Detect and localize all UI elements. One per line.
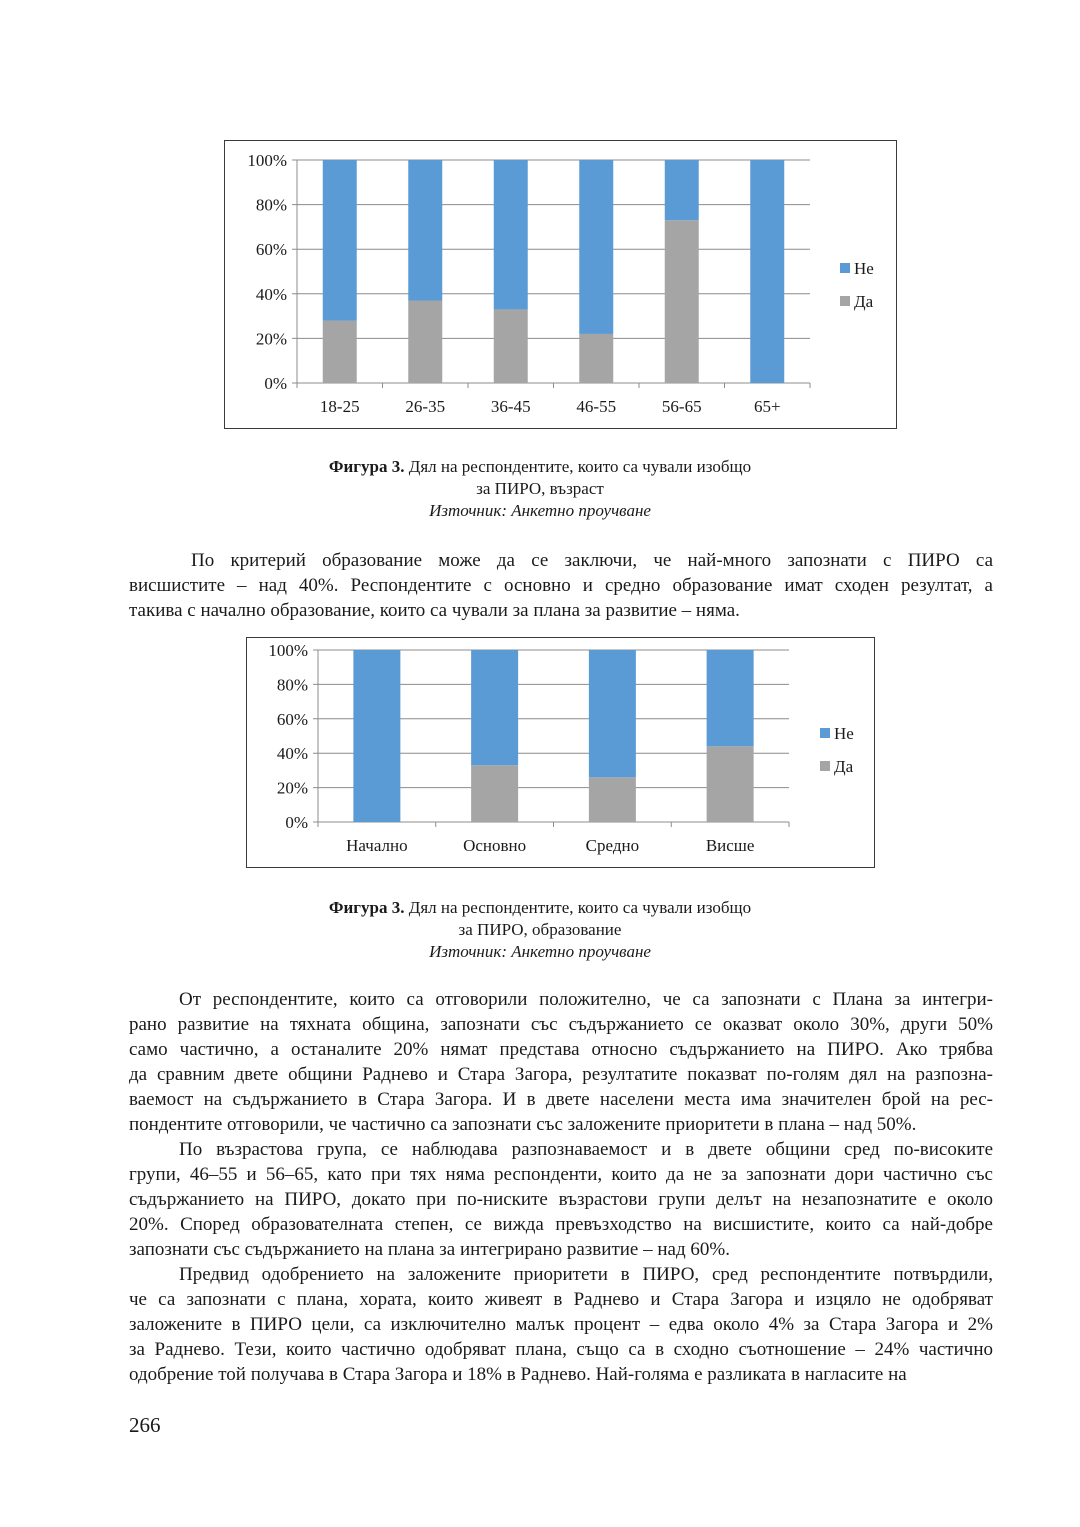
bar-segment-da	[323, 321, 357, 383]
text-line: 20%. Според образователната степен, се вижда превъзходство на висшистите, които са най-добре	[129, 1214, 993, 1235]
text-line: пондентите отговорили, че частично са запознати със заложените приоритети в плана – над 50%.	[129, 1114, 917, 1135]
legend-label: Не	[834, 724, 854, 743]
bar-segment-da	[707, 746, 754, 822]
x-tick-label: Средно	[585, 836, 640, 855]
figure-source: Източник: Анкетно проучване	[429, 501, 651, 520]
figure-title-line2: за ПИРО, образование	[458, 920, 622, 939]
figure-caption-education	[0, 897, 1080, 963]
y-tick-label: 20%	[255, 329, 287, 349]
x-tick-label: 18-25	[319, 397, 360, 416]
paragraph-education-intro	[129, 548, 993, 623]
bar-segment-ne	[494, 160, 528, 309]
x-tick-label: 26-35	[405, 397, 446, 416]
bar-segment-ne	[589, 650, 636, 777]
y-tick-label: 100%	[247, 151, 287, 170]
bar-segment-ne	[665, 160, 699, 220]
bar-segment-ne	[579, 160, 613, 334]
x-tick-label: 56-65	[661, 397, 702, 416]
legend-label: Да	[854, 292, 874, 311]
figure-label: Фигура 3.	[328, 898, 405, 917]
text-line: само частично, а останалите 20% нямат представа относно съдържанието на ПИРО. Ако трябва	[129, 1039, 993, 1060]
figure-label: Фигура 3.	[328, 457, 405, 476]
bar-segment-da	[589, 777, 636, 822]
text-line: групи, 46–55 и 56–65, като при тях няма респонденти, които да не за запознати дори частично със	[129, 1164, 993, 1185]
legend-label: Не	[854, 259, 874, 278]
text-line: По критерий образование може да се заключи, че най-много запознати с ПИРО са	[191, 550, 993, 571]
paragraph-approval	[129, 1262, 993, 1387]
text-line: ваемост на съдържанието в Стара Загора. И в двете населени места има значителен брой на рес-	[129, 1089, 993, 1110]
text-line: Предвид одобрението на заложените приоритети в ПИРО, сред респондентите потвърдили,	[179, 1264, 993, 1285]
legend-swatch	[840, 296, 850, 306]
text-line: за Раднево. Тези, които частично одобряват плана, също са в сходно съотношение – 24% частично	[129, 1339, 993, 1360]
bar-segment-ne	[750, 160, 784, 383]
figure-title-line2: за ПИРО, възраст	[476, 479, 604, 498]
bar-segment-ne	[353, 650, 400, 822]
y-tick-label: 40%	[276, 744, 308, 764]
paragraph-content-awareness	[129, 987, 993, 1137]
legend-swatch	[840, 263, 850, 273]
bar-segment-ne	[707, 650, 754, 746]
figure-title-line1: Дял на респондентите, които са чували изобщо	[404, 898, 752, 917]
text-line: да сравним двете общини Раднево и Стара Загора, резултатите показват по-голям дял на разпозна-	[129, 1064, 993, 1085]
paragraph-age-education	[129, 1137, 993, 1262]
figure-source: Източник: Анкетно проучване	[429, 942, 651, 961]
bar-segment-da	[408, 300, 442, 383]
y-tick-label: 80%	[276, 675, 308, 695]
chart-education	[247, 638, 876, 869]
chart-education-frame	[246, 637, 875, 868]
y-tick-label: 60%	[255, 240, 287, 260]
text-line: такива с начално образование, които са чували за плана за развитие – няма.	[129, 600, 740, 621]
x-tick-label: Висше	[705, 836, 755, 855]
text-line: заложените в ПИРО цели, са изключително малък процент – едва около 4% за Стара Загора и 2%	[129, 1314, 993, 1335]
text-line: съдържанието на ПИРО, докато при по-ниските възрастови групи делът на незапознатите е около	[129, 1189, 993, 1210]
y-tick-label: 40%	[255, 284, 287, 304]
chart-age	[225, 141, 898, 430]
text-line: запознати със съдържанието на плана за интегрирано развитие – над 60%.	[129, 1239, 730, 1260]
x-tick-label: 36-45	[490, 397, 531, 416]
text-line: висшистите – над 40%. Респондентите с основно и средно образование имат сходен резултат, а	[129, 575, 993, 596]
text-line: рано развитие на тяхната община, запознати със съдържанието се оказват около 30%, други 50%	[129, 1014, 993, 1035]
bar-segment-ne	[323, 160, 357, 321]
x-tick-label: 65+	[753, 397, 781, 416]
y-tick-label: 100%	[268, 641, 308, 660]
x-tick-label: 46-55	[576, 397, 617, 416]
page-number: 266	[129, 1413, 161, 1437]
figure-title-line1: Дял на респондентите, които са чували изобщо	[404, 457, 752, 476]
y-tick-label: 60%	[276, 709, 308, 729]
bar-segment-ne	[408, 160, 442, 300]
x-tick-label: Начално	[346, 836, 408, 855]
bar-segment-da	[579, 334, 613, 383]
text-line: че са запознати с плана, хората, които живеят в Раднево и Стара Загора и изцяло не одобряват	[129, 1289, 993, 1310]
text-line: От респондентите, които са отговорили положително, че са запознати с Плана за интегри-	[179, 989, 993, 1010]
bar-segment-da	[665, 220, 699, 383]
text-line: По възрастова група, се наблюдава разпознаваемост и в двете общини сред по-високите	[179, 1139, 993, 1160]
bar-segment-da	[471, 765, 518, 822]
y-tick-label: 20%	[276, 778, 308, 798]
legend-label: Да	[834, 757, 854, 776]
y-tick-label: 80%	[255, 195, 287, 215]
figure-caption-age	[0, 456, 1080, 522]
bar-segment-ne	[471, 650, 518, 765]
legend-swatch	[820, 728, 830, 738]
chart-age-frame	[224, 140, 897, 429]
legend-swatch	[820, 761, 830, 771]
text-line: одобрение той получава в Стара Загора и 18% в Раднево. Най-голяма е разликата в нагласите на	[129, 1364, 907, 1385]
x-tick-label: Основно	[463, 836, 527, 855]
y-tick-label: 0%	[264, 374, 287, 393]
bar-segment-da	[494, 309, 528, 383]
y-tick-label: 0%	[285, 813, 308, 832]
